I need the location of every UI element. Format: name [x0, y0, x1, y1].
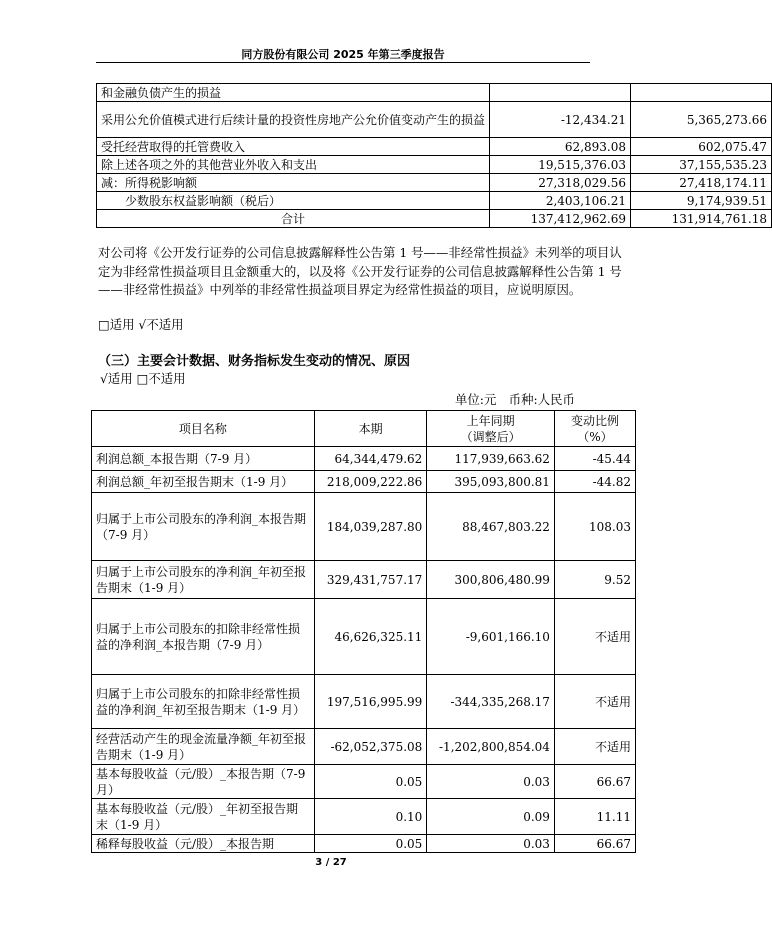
row-prior: -1,202,800,854.04 — [427, 729, 555, 765]
table-row — [92, 765, 636, 799]
row-prior: 300,806,480.99 — [427, 561, 555, 599]
row-current — [490, 84, 631, 102]
row-change: 66.67 — [554, 765, 635, 799]
row-label: 受托经营取得的托管费收入 — [97, 138, 490, 156]
row-prior: 0.03 — [427, 765, 555, 799]
row-ytd: 9,174,939.51 — [631, 192, 772, 210]
page-header: 同方股份有限公司 2025 年第三季度报告 — [241, 48, 445, 61]
table-row — [92, 493, 636, 561]
row-current: 19,515,376.03 — [490, 156, 631, 174]
header-change-line1: 变动比例 — [570, 413, 619, 428]
row-current: -12,434.21 — [490, 102, 631, 138]
table-row — [92, 835, 636, 853]
row-change: 11.11 — [554, 799, 635, 835]
row-current: 62,893.08 — [490, 138, 631, 156]
row-item: 经营活动产生的现金流量净额_年初至报告期末（1-9 月） — [92, 729, 315, 765]
table-row — [97, 84, 772, 102]
table-row — [97, 138, 772, 156]
row-current: 46,626,325.11 — [314, 599, 426, 675]
nonrecurring-note: 对公司将《公开发行证券的公司信息披露解释性公告第 1 号——非经常性损益》未列举的项目认定为非经常性损益项目且金额重大的，以及将《公开发行证券的公司信息披露解释性公告第 1 号——非经常性损益》中列举的非经常性损益项目界定为经常性损益的项目，应说明原因。 — [98, 245, 622, 297]
row-prior: 0.09 — [427, 799, 555, 835]
row-item: 基本每股收益（元/股）_年初至报告期末（1-9 月） — [92, 799, 315, 835]
table-row — [97, 192, 772, 210]
table-row — [92, 729, 636, 765]
row-item: 归属于上市公司股东的扣除非经常性损益的净利润_年初至报告期末（1-9 月） — [92, 675, 315, 729]
row-ytd: 37,155,535.23 — [631, 156, 772, 174]
table-row — [97, 102, 772, 138]
row-prior: 0.03 — [427, 835, 555, 853]
table-row — [92, 799, 636, 835]
row-item: 归属于上市公司股东的扣除非经常性损益的净利润_本报告期（7-9 月） — [92, 599, 315, 675]
row-label: 少数股东权益影响额（税后） — [97, 192, 490, 210]
row-item: 稀释每股收益（元/股）_本报告期 — [92, 835, 315, 853]
row-change: -44.82 — [554, 471, 635, 493]
row-current: 197,516,995.99 — [314, 675, 426, 729]
section-title: （三）主要会计数据、财务指标发生变动的情况、原因 — [98, 354, 411, 369]
total-ytd: 131,914,761.18 — [631, 210, 772, 228]
row-current: 64,344,479.62 — [314, 447, 426, 471]
unit-currency: 单位:元 币种:人民币 — [455, 392, 575, 407]
row-current: 27,318,029.56 — [490, 174, 631, 192]
page-number: 3 / 27 — [315, 857, 347, 868]
header-prior-line2: （调整后） — [460, 429, 521, 444]
table-row — [97, 156, 772, 174]
row-change: 66.67 — [554, 835, 635, 853]
table-header-row — [92, 411, 636, 447]
table-row — [92, 599, 636, 675]
row-current: 0.05 — [314, 835, 426, 853]
row-change: -45.44 — [554, 447, 635, 471]
table-row — [97, 174, 772, 192]
header-prior — [427, 411, 555, 447]
table-row — [97, 210, 772, 228]
row-label: 和金融负债产生的损益 — [97, 84, 490, 102]
row-prior: 395,093,800.81 — [427, 471, 555, 493]
row-item: 归属于上市公司股东的净利润_年初至报告期末（1-9 月） — [92, 561, 315, 599]
row-current: 329,431,757.17 — [314, 561, 426, 599]
row-item: 基本每股收益（元/股）_本报告期（7-9 月） — [92, 765, 315, 799]
row-item: 归属于上市公司股东的净利润_本报告期（7-9 月） — [92, 493, 315, 561]
table-row — [92, 447, 636, 471]
row-current: -62,052,375.08 — [314, 729, 426, 765]
row-prior: -9,601,166.10 — [427, 599, 555, 675]
row-current: 0.10 — [314, 799, 426, 835]
row-ytd: 5,365,273.66 — [631, 102, 772, 138]
note-applicability: □适用 √不适用 — [98, 317, 184, 332]
table-row — [92, 561, 636, 599]
header-prior-line1: 上年同期 — [466, 413, 515, 428]
row-ytd — [631, 84, 772, 102]
row-change: 108.03 — [554, 493, 635, 561]
nonrecurring-items-table — [96, 83, 772, 228]
row-item: 利润总额_年初至报告期末（1-9 月） — [92, 471, 315, 493]
header-change — [554, 411, 635, 447]
table-row — [92, 675, 636, 729]
row-current: 0.05 — [314, 765, 426, 799]
row-change: 不适用 — [554, 729, 635, 765]
total-current: 137,412,962.69 — [490, 210, 631, 228]
header-divider — [96, 62, 590, 63]
row-change: 9.52 — [554, 561, 635, 599]
table-row — [92, 471, 636, 493]
key-indicators-table — [91, 410, 636, 853]
row-item: 利润总额_本报告期（7-9 月） — [92, 447, 315, 471]
row-label: 除上述各项之外的其他营业外收入和支出 — [97, 156, 490, 174]
row-current: 218,009,222.86 — [314, 471, 426, 493]
row-ytd: 27,418,174.11 — [631, 174, 772, 192]
row-prior: 88,467,803.22 — [427, 493, 555, 561]
row-change: 不适用 — [554, 675, 635, 729]
row-change: 不适用 — [554, 599, 635, 675]
header-current: 本期 — [314, 411, 426, 447]
header-item: 项目名称 — [92, 411, 315, 447]
row-label: 采用公允价值模式进行后续计量的投资性房地产公允价值变动产生的损益 — [97, 102, 490, 138]
total-label: 合计 — [97, 210, 490, 228]
row-current: 184,039,287.80 — [314, 493, 426, 561]
header-change-line2: （%） — [577, 429, 613, 444]
row-prior: -344,335,268.17 — [427, 675, 555, 729]
row-label: 减：所得税影响额 — [97, 174, 490, 192]
row-prior: 117,939,663.62 — [427, 447, 555, 471]
section-applicability: √适用 □不适用 — [100, 371, 186, 386]
row-ytd: 602,075.47 — [631, 138, 772, 156]
row-current: 2,403,106.21 — [490, 192, 631, 210]
